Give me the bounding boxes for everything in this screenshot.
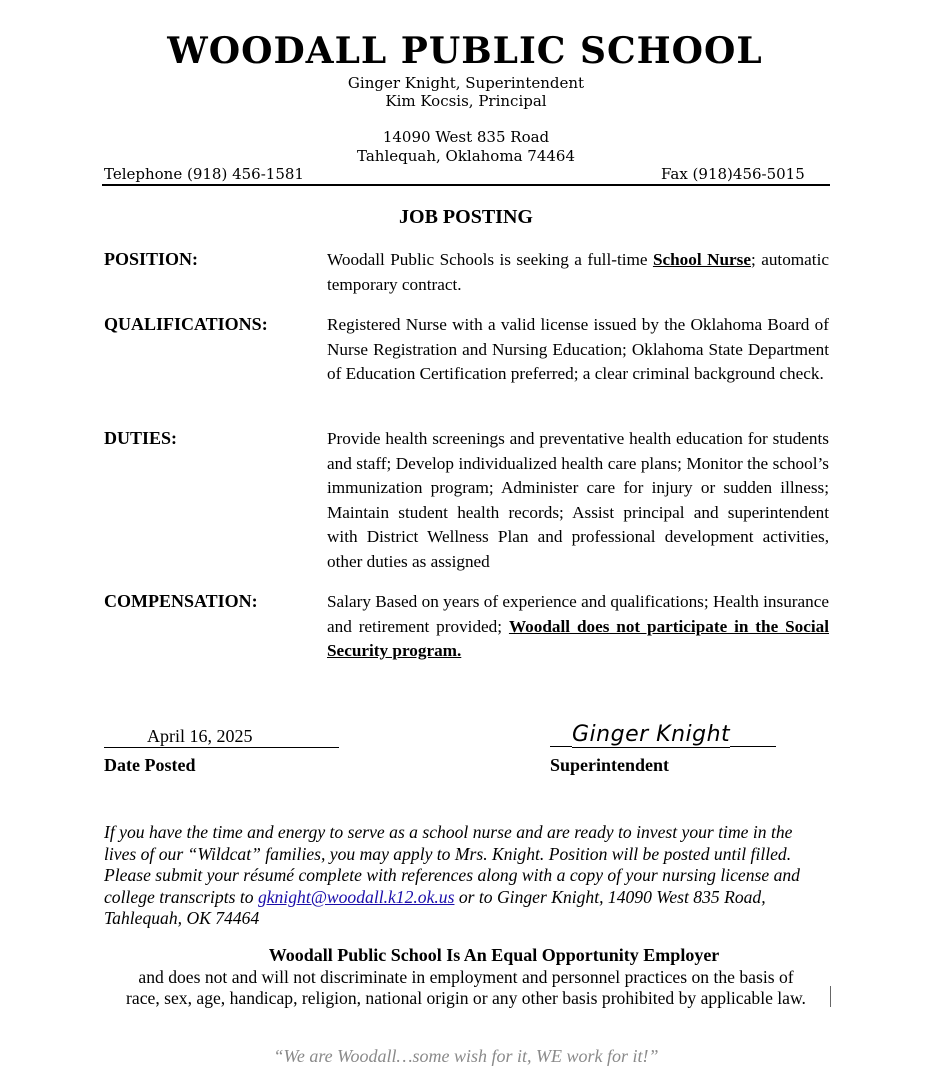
signature-line [550,722,776,748]
school-motto: “We are Woodall…some wish for it, WE work for it!” [273,1046,659,1066]
position-text [327,248,829,297]
qualifications-text: Registered Nurse with a valid license issued by the Oklahoma Board of Nurse Registration and Nursing Education; Oklahoma State Department of Education Certification preferred; a clear criminal background check. [327,315,829,383]
equal-opportunity-line-1: and does not and will not discriminate in employment and personnel practices on the basis of [138,967,794,987]
superintendent-label: Superintendent [550,755,670,775]
date-posted-line [104,726,339,748]
principal-line: Kim Kocsis, Principal [385,92,547,110]
position-text-after: ; automatic temporary contract. [327,250,829,294]
superintendent-line: Ginger Knight, Superintendent [347,74,585,92]
superintendent-signature: Ginger Knight [572,722,731,747]
equal-opportunity-title: Woodall Public School Is An Equal Opportunity Employer [268,945,720,965]
compensation-text [327,590,829,664]
apply-instructions [104,822,820,930]
date-posted-label: Date Posted [104,755,196,775]
letterhead-divider [102,184,830,186]
duties-text: Provide health screenings and preventative health education for students and staff; Develop individualized health care plans; Monitor the school’s immunization program; Administer care for injury or sudden illness; Maintain student health records; Assist principal and superintendent with District Wellness Plan and professional development activities, other duties as assigned [327,429,829,571]
position-label: POSITION: [104,249,199,269]
date-posted-value: April 16, 2025 [147,726,253,746]
compensation-label: COMPENSATION: [104,591,258,611]
address-line-1: 14090 West 835 Road [382,128,550,146]
posting-title: JOB POSTING [399,206,533,228]
text-cursor [830,986,831,1007]
qualifications-label: QUALIFICATIONS: [104,314,268,334]
telephone: Telephone (918) 456-1581 [104,165,304,183]
apply-text-after: or to Ginger Knight, 14090 West 835 Road, Tahlequah, OK 74464 [104,886,766,928]
email-link[interactable]: gknight@woodall.k12.ok.us [257,886,455,907]
school-name: WOODALL PUBLIC SCHOOL [167,30,763,72]
compensation-text-before: Salary Based on years of experience and qualifications; Health insurance and retirement provided; [327,592,829,636]
position-text-before: Woodall Public Schools is seeking a full-time [327,250,653,269]
equal-opportunity-line-2: race, sex, age, handicap, religion, national origin or any other basis prohibited by applicable law. [126,988,806,1008]
duties-label: DUTIES: [104,428,178,448]
position-title-emphasis: School Nurse [652,250,751,269]
fax: Fax (918)456-5015 [661,165,805,183]
address-line-2: Tahlequah, Oklahoma 74464 [357,147,575,165]
social-security-notice: Woodall does not participate in the Social Security program. [327,616,830,660]
apply-text-before: If you have the time and energy to serve as a school nurse and are ready to invest your time in the lives of our “Wildcat” families, you may apply to Mrs. Knight. Position will be posted until filled. Please submit your résumé complete with references along with a copy of your nursing license and college transcripts to [104,822,800,907]
